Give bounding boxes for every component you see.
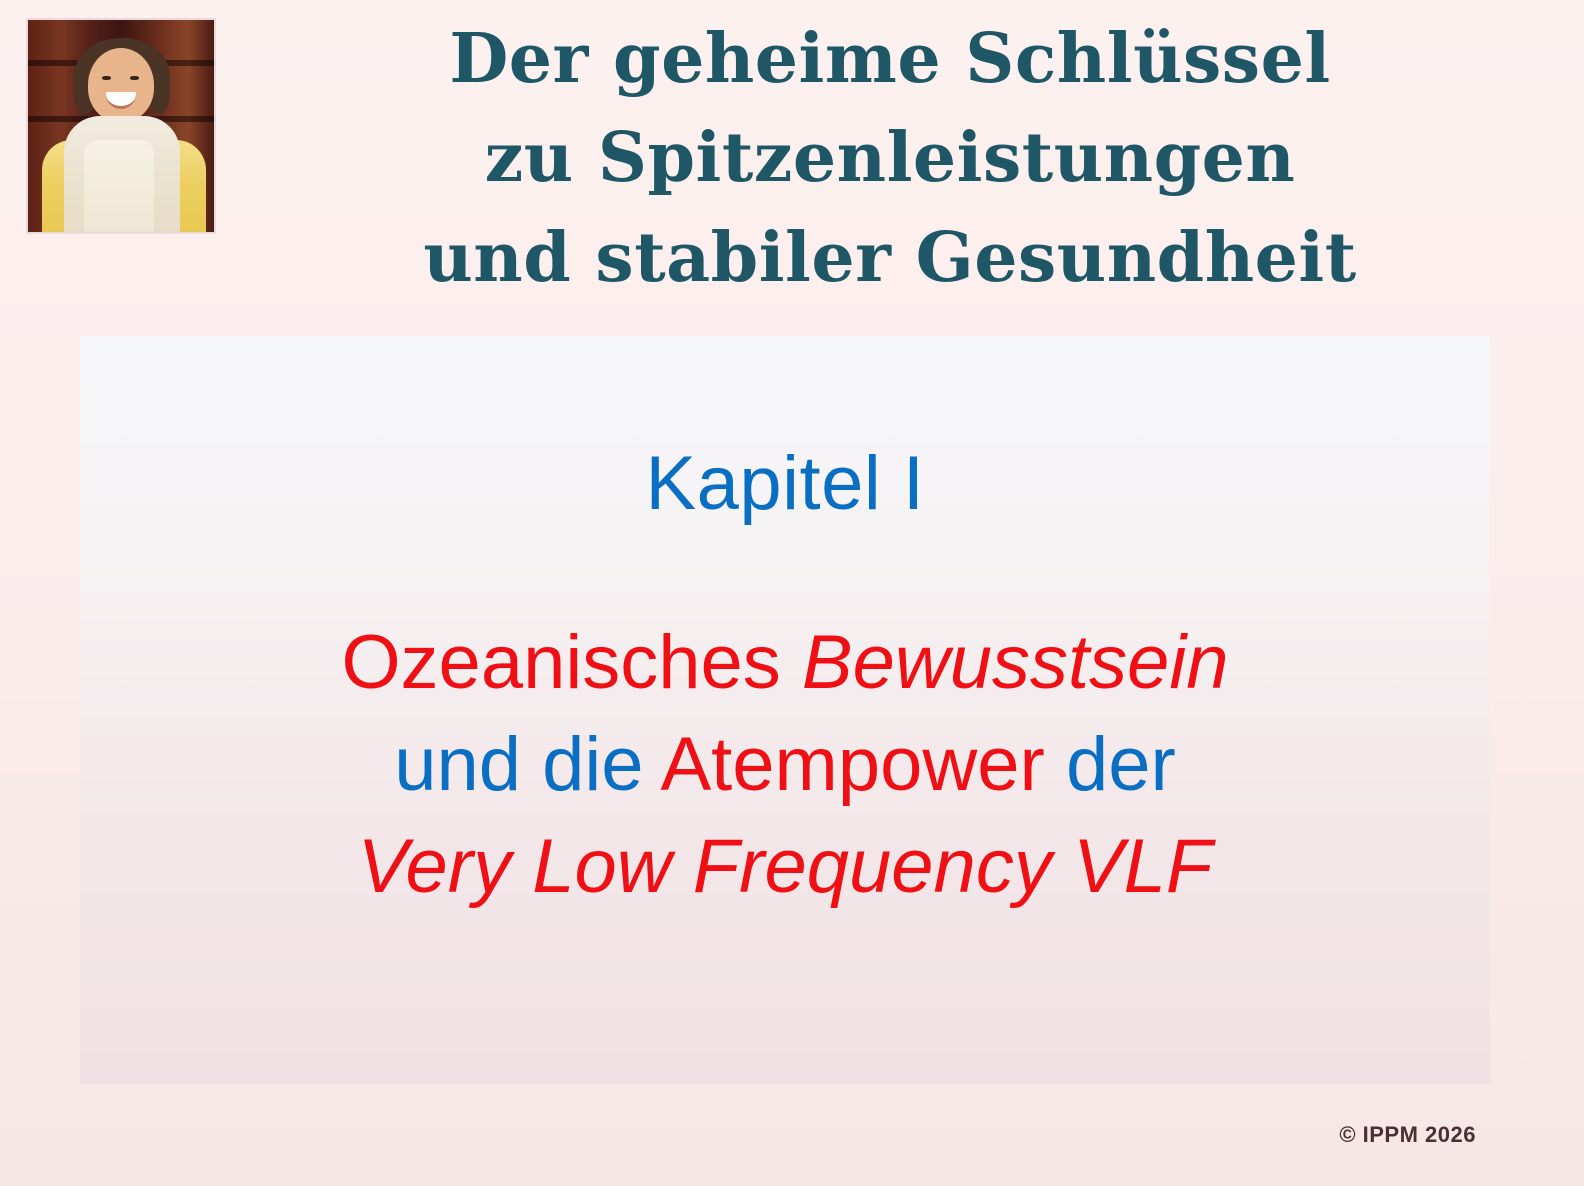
subtitle-line-3: Very Low Frequency VLF xyxy=(357,823,1213,909)
presenter-portrait-photo xyxy=(26,18,216,234)
subtitle-line-1-emphasis: Bewusstsein xyxy=(801,620,1229,705)
subtitle-line-1 xyxy=(80,612,1490,714)
content-panel xyxy=(80,336,1490,1084)
page-title xyxy=(230,10,1550,308)
portrait-eye-right xyxy=(130,76,139,80)
copyright-notice: © IPPM 2026 xyxy=(1339,1122,1476,1147)
subtitle-line-2-suffix: der xyxy=(1044,721,1176,807)
subtitle-line-2-highlight: Atempower xyxy=(660,721,1045,807)
subtitle-line-1-text: Ozeanisches xyxy=(341,620,802,705)
title-line-1: Der geheime Schlüssel xyxy=(449,19,1331,99)
title-line-2: zu Spitzenleistungen xyxy=(484,118,1296,199)
subtitle-line-2-prefix: und die xyxy=(394,721,661,807)
portrait-scarf-front xyxy=(84,140,154,234)
chapter-label: Kapitel I xyxy=(645,441,925,526)
title-line-3: und stabiler Gesundheit xyxy=(423,217,1357,298)
chapter-subtitle xyxy=(80,612,1490,917)
portrait-eye-left xyxy=(102,76,111,80)
portrait-face xyxy=(88,48,154,122)
subtitle-line-2 xyxy=(80,714,1490,816)
